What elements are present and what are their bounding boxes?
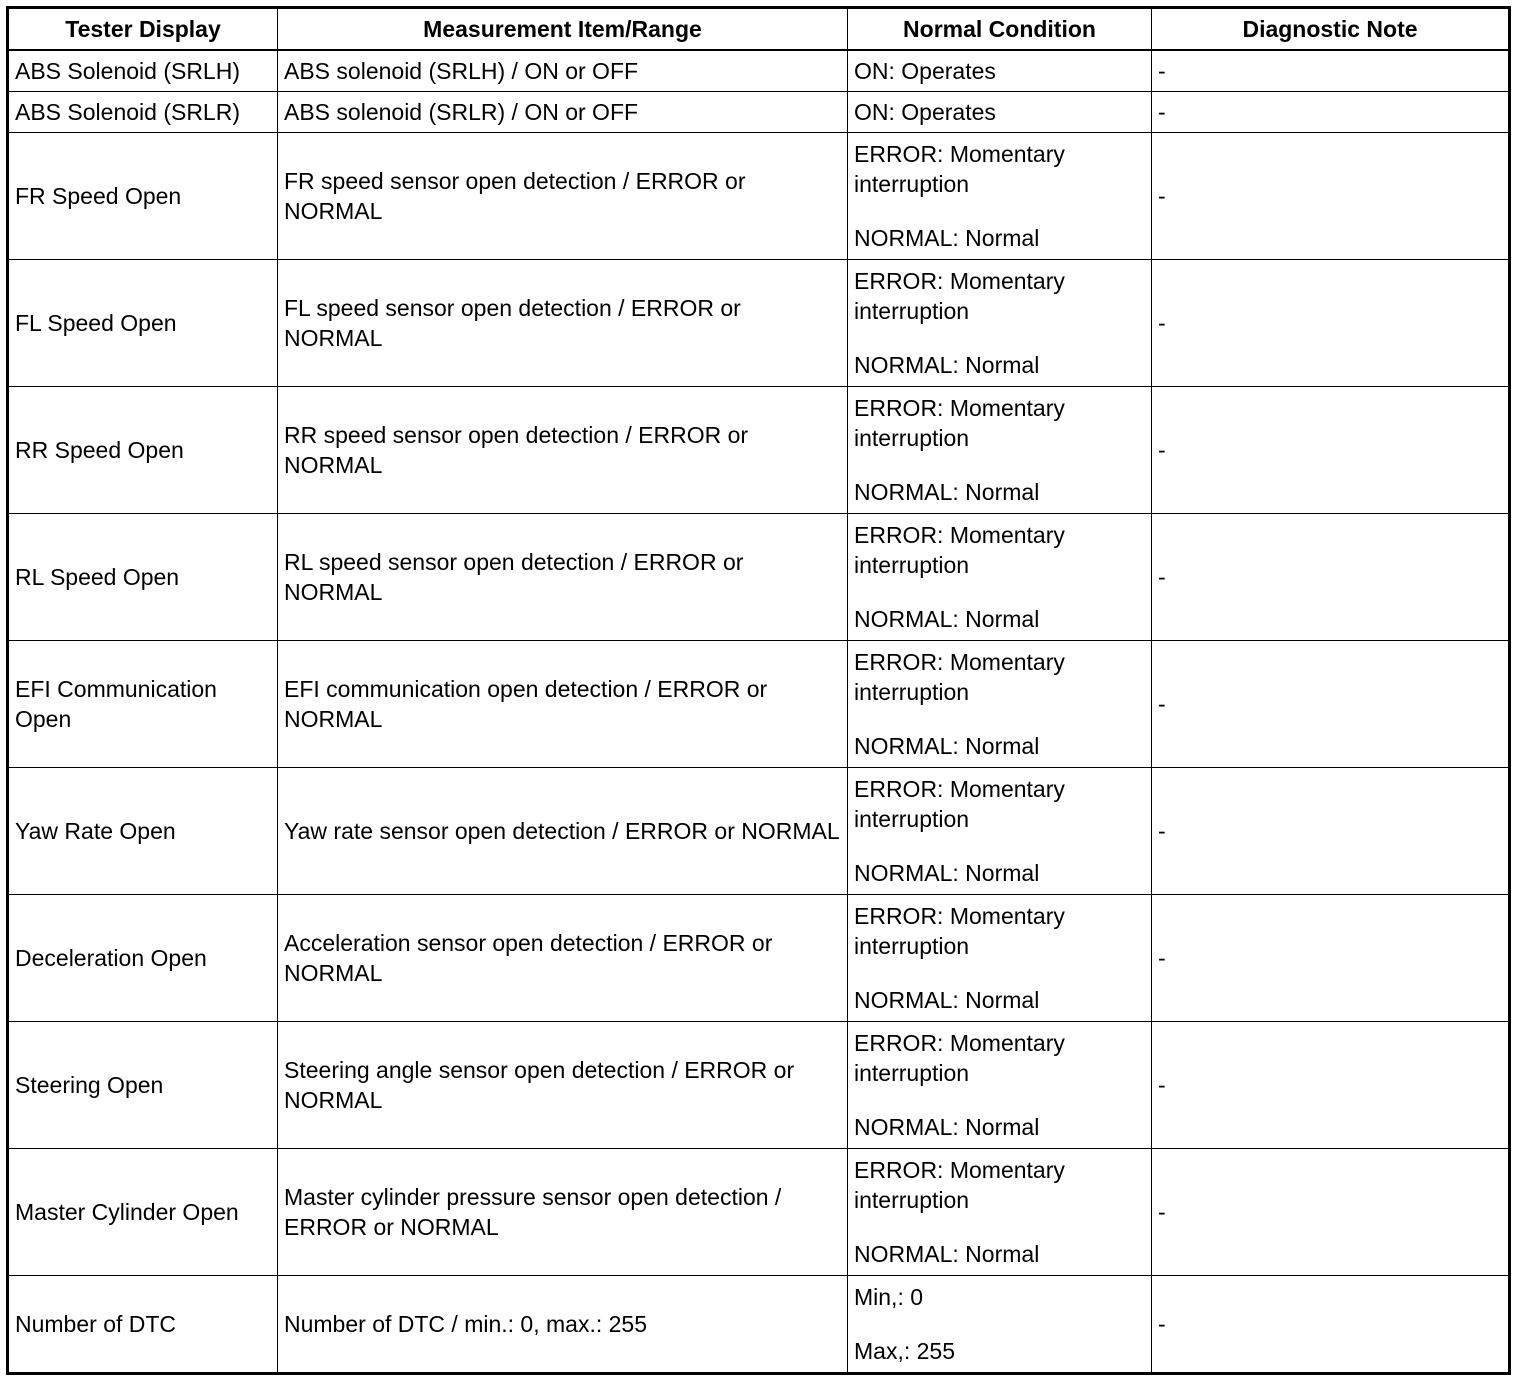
tester-display-cell: Master Cylinder Open (8, 1149, 278, 1276)
tester-display-cell: EFI Communication Open (8, 641, 278, 768)
measurement-cell: RR speed sensor open detection / ERROR or NORMAL (278, 387, 848, 514)
table-row (8, 92, 1510, 133)
measurement-cell: Yaw rate sensor open detection / ERROR or NORMAL (278, 768, 848, 895)
condition-line: NORMAL: Normal (854, 733, 1040, 759)
tester-display-cell: ABS Solenoid (SRLH) (8, 50, 278, 92)
table-row (8, 133, 1510, 260)
measurement-cell: EFI communication open detection / ERROR or NORMAL (278, 641, 848, 768)
condition-cell (848, 133, 1152, 260)
condition-cell (848, 1022, 1152, 1149)
condition-line: ERROR: Momentary interruption (854, 649, 1065, 705)
data-list-table (6, 6, 1511, 1375)
header-normal-condition: Normal Condition (848, 8, 1152, 51)
table-row (8, 260, 1510, 387)
measurement-cell: Number of DTC / min.: 0, max.: 255 (278, 1276, 848, 1374)
tester-display-cell: Number of DTC (8, 1276, 278, 1374)
note-cell: - (1152, 641, 1510, 768)
note-cell: - (1152, 260, 1510, 387)
condition-line: NORMAL: Normal (854, 1241, 1040, 1267)
condition-cell (848, 1149, 1152, 1276)
condition-cell (848, 1276, 1152, 1374)
tester-display-cell: RL Speed Open (8, 514, 278, 641)
tester-display-cell: ABS Solenoid (SRLR) (8, 92, 278, 133)
measurement-cell: ABS solenoid (SRLR) / ON or OFF (278, 92, 848, 133)
table-row (8, 1149, 1510, 1276)
table-row (8, 1276, 1510, 1374)
condition-line: ON: Operates (854, 58, 996, 84)
measurement-cell: Master cylinder pressure sensor open detection / ERROR or NORMAL (278, 1149, 848, 1276)
table-row (8, 1022, 1510, 1149)
table-row (8, 768, 1510, 895)
condition-cell (848, 641, 1152, 768)
note-cell: - (1152, 133, 1510, 260)
condition-cell (848, 768, 1152, 895)
condition-line: ERROR: Momentary interruption (854, 522, 1065, 578)
measurement-cell: RL speed sensor open detection / ERROR or NORMAL (278, 514, 848, 641)
tester-display-cell: RR Speed Open (8, 387, 278, 514)
condition-line: ERROR: Momentary interruption (854, 1030, 1065, 1086)
note-cell: - (1152, 1149, 1510, 1276)
condition-line: ERROR: Momentary interruption (854, 395, 1065, 451)
condition-cell (848, 895, 1152, 1022)
condition-cell (848, 387, 1152, 514)
condition-line: ERROR: Momentary interruption (854, 268, 1065, 324)
condition-line: NORMAL: Normal (854, 479, 1040, 505)
table-row (8, 895, 1510, 1022)
table-row (8, 514, 1510, 641)
condition-line: NORMAL: Normal (854, 606, 1040, 632)
note-cell: - (1152, 50, 1510, 92)
measurement-cell: ABS solenoid (SRLH) / ON or OFF (278, 50, 848, 92)
measurement-cell: Acceleration sensor open detection / ERROR or NORMAL (278, 895, 848, 1022)
note-cell: - (1152, 895, 1510, 1022)
condition-line: ERROR: Momentary interruption (854, 903, 1065, 959)
condition-line: NORMAL: Normal (854, 225, 1040, 251)
table-row (8, 387, 1510, 514)
condition-cell (848, 50, 1152, 92)
tester-display-cell: FL Speed Open (8, 260, 278, 387)
note-cell: - (1152, 768, 1510, 895)
tester-display-cell: Deceleration Open (8, 895, 278, 1022)
tester-display-cell: Yaw Rate Open (8, 768, 278, 895)
table-row (8, 50, 1510, 92)
note-cell: - (1152, 1276, 1510, 1374)
measurement-cell: FL speed sensor open detection / ERROR or NORMAL (278, 260, 848, 387)
header-measurement: Measurement Item/Range (278, 8, 848, 51)
condition-line: ON: Operates (854, 99, 996, 125)
note-cell: - (1152, 92, 1510, 133)
condition-line: NORMAL: Normal (854, 860, 1040, 886)
condition-line: NORMAL: Normal (854, 987, 1040, 1013)
condition-line: Max,: 255 (854, 1338, 955, 1364)
condition-line: ERROR: Momentary interruption (854, 776, 1065, 832)
condition-line: ERROR: Momentary interruption (854, 141, 1065, 197)
condition-line: NORMAL: Normal (854, 352, 1040, 378)
measurement-cell: Steering angle sensor open detection / ERROR or NORMAL (278, 1022, 848, 1149)
condition-line: ERROR: Momentary interruption (854, 1157, 1065, 1213)
tester-display-cell: Steering Open (8, 1022, 278, 1149)
header-diagnostic-note: Diagnostic Note (1152, 8, 1510, 51)
condition-cell (848, 260, 1152, 387)
note-cell: - (1152, 1022, 1510, 1149)
measurement-cell: FR speed sensor open detection / ERROR or NORMAL (278, 133, 848, 260)
condition-line: Min,: 0 (854, 1284, 924, 1310)
condition-cell (848, 514, 1152, 641)
header-row (8, 8, 1510, 51)
condition-line: NORMAL: Normal (854, 1114, 1040, 1140)
header-tester-display: Tester Display (8, 8, 278, 51)
note-cell: - (1152, 514, 1510, 641)
tester-display-cell: FR Speed Open (8, 133, 278, 260)
table-row (8, 641, 1510, 768)
note-cell: - (1152, 387, 1510, 514)
condition-cell (848, 92, 1152, 133)
